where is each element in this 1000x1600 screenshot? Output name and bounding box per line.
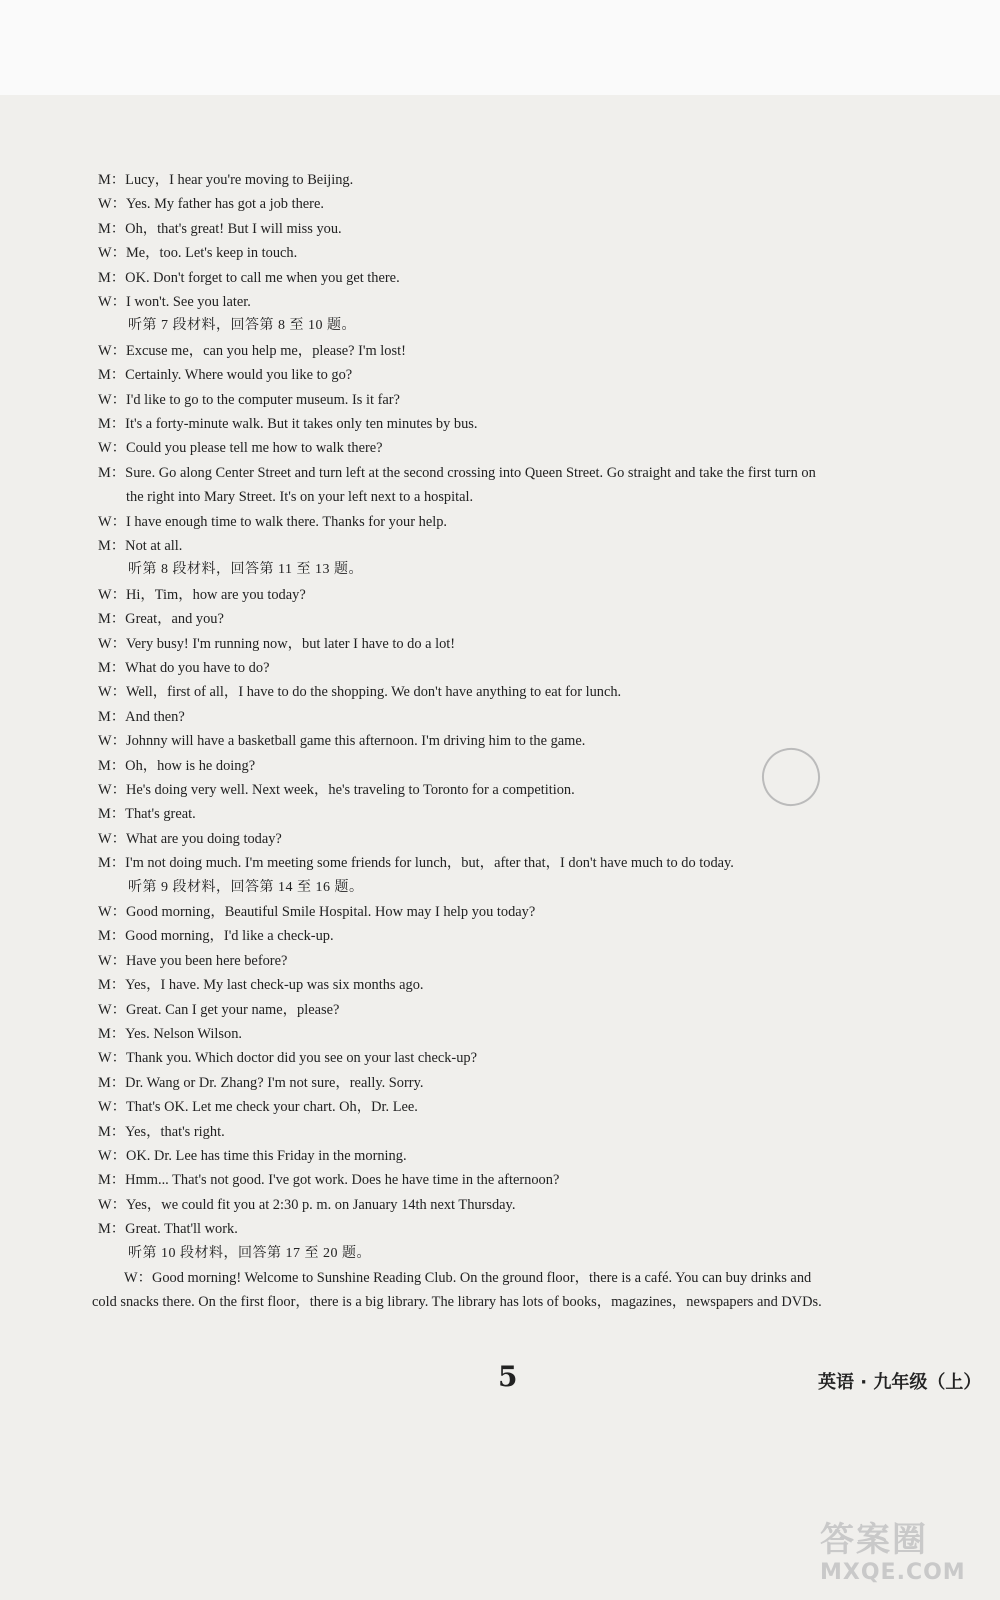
dialogue-line: the right into Mary Street. It's on your left next to a hospital. xyxy=(126,489,474,506)
dialogue-line: W：I'd like to go to the computer museum. Is it far? xyxy=(98,391,400,408)
dialogue-line: W：That's OK. Let me check your chart. Oh，Dr. Lee. xyxy=(98,1099,418,1116)
dialogue-line: W：Have you been here before? xyxy=(98,952,288,969)
dialogue-line: cold snacks there. On the first floor，there is a big library. The library has lots of books，magazines，newspapers and DVDs. xyxy=(92,1294,822,1311)
dialogue-line: M：That's great. xyxy=(98,806,196,823)
dialogue-line: M：Lucy，I hear you're moving to Beijing. xyxy=(98,172,354,188)
page-number: 5 xyxy=(498,1360,518,1393)
dialogue-line: M：Not at all. xyxy=(98,538,183,554)
dialogue-line: M：And then? xyxy=(98,708,185,725)
dialogue-line: W：Thank you. Which doctor did you see on your last check-up? xyxy=(98,1050,477,1067)
dialogue-line: W：Me，too. Let's keep in touch. xyxy=(98,245,298,262)
top-margin xyxy=(0,0,1000,95)
dialogue-line: W：What are you doing today? xyxy=(98,830,282,847)
dialogue-line: M：Oh，that's great! But I will miss you. xyxy=(98,220,342,237)
dialogue-line: W：Well，first of all，I have to do the shopping. We don't have anything to eat for lunch. xyxy=(98,684,622,701)
section-header: 听第 7 段材料，回答第 8 至 10 题。 xyxy=(128,318,356,334)
dialogue-line: W：Yes，we could fit you at 2:30 p. m. on January 14th next Thursday. xyxy=(98,1196,516,1213)
dialogue-line: W：Could you please tell me how to walk there? xyxy=(98,440,383,457)
dialogue-line: W：Yes. My father has got a job there. xyxy=(98,196,324,213)
section-header: 听第 8 段材料，回答第 11 至 13 题。 xyxy=(128,562,363,578)
dialogue-line: W：He's doing very well. Next week，he's traveling to Toronto for a competition. xyxy=(98,782,575,798)
dialogue-line: W：Very busy! I'm running now，but later I have to do a lot! xyxy=(98,635,456,652)
watermark-top-text: 答案圈 xyxy=(820,1520,928,1560)
dialogue-line: M：Great，and you? xyxy=(98,611,224,628)
dialogue-line: W：Great. Can I get your name，please? xyxy=(98,1001,340,1018)
dialogue-line: M：Great. That'll work. xyxy=(98,1221,238,1238)
dialogue-line: M：Hmm... That's not good. I've got work. Does he have time in the afternoon? xyxy=(98,1172,560,1189)
watermark-logo xyxy=(820,1520,995,1595)
dialogue-line: M：Sure. Go along Center Street and turn left at the second crossing into Queen Street. Go straight and take the first turn on xyxy=(98,464,816,481)
section-header: 听第 9 段材料，回答第 14 至 16 题。 xyxy=(128,879,364,895)
dialogue-line: W：Good morning，Beautiful Smile Hospital. How may I help you today? xyxy=(98,904,536,920)
dialogue-line: M：What do you have to do? xyxy=(98,660,270,676)
dialogue-line: W：I have enough time to walk there. Thanks for your help. xyxy=(98,513,448,530)
dialogue-line: W：I won't. See you later. xyxy=(98,294,251,310)
dialogue-line: M：Yes，that's right. xyxy=(98,1123,225,1140)
dialogue-line: W：OK. Dr. Lee has time this Friday in the morning. xyxy=(98,1148,407,1164)
dialogue-line: M：OK. Don't forget to call me when you get there. xyxy=(98,269,400,286)
dialogue-line: W：Good morning! Welcome to Sunshine Reading Club. On the ground floor，there is a café. You can buy drinks and xyxy=(124,1270,812,1286)
section-header: 听第 10 段材料，回答第 17 至 20 题。 xyxy=(128,1245,371,1261)
dialogue-line: M：It's a forty-minute walk. But it takes only ten minutes by bus. xyxy=(98,416,478,432)
dialogue-line: M：Yes，I have. My last check-up was six months ago. xyxy=(98,977,424,994)
dialogue-line: M：Yes. Nelson Wilson. xyxy=(98,1026,243,1042)
dialogue-line: W：Excuse me，can you help me，please? I'm lost! xyxy=(98,342,406,359)
watermark-bottom-text: MXQE.COM xyxy=(820,1560,966,1585)
dialogue-line: W：Johnny will have a basketball game this afternoon. I'm driving him to the game. xyxy=(98,733,586,750)
subject-label: 英语 · 九年级（上） xyxy=(818,1372,982,1393)
dialogue-line: M：Oh，how is he doing? xyxy=(98,757,256,774)
dialogue-line: M：Dr. Wang or Dr. Zhang? I'm not sure，really. Sorry. xyxy=(98,1074,424,1091)
dialogue-line: M：Certainly. Where would you like to go? xyxy=(98,367,353,384)
dialogue-line: W：Hi，Tim，how are you today? xyxy=(98,586,306,603)
dialogue-line: M：I'm not doing much. I'm meeting some friends for lunch，but，after that，I don't have much to do today. xyxy=(98,855,734,872)
dialogue-line: M：Good morning，I'd like a check-up. xyxy=(98,928,334,945)
